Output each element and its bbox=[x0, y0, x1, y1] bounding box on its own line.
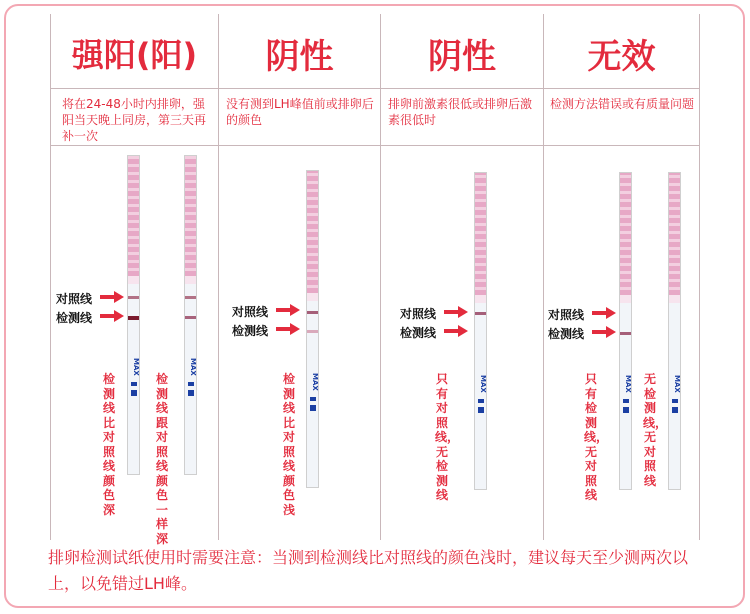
description-divider bbox=[50, 145, 700, 146]
max-marker bbox=[130, 356, 138, 400]
note-negative-none: 只有对照线，无检测线 bbox=[435, 372, 460, 502]
column-title-invalid: 无效 bbox=[587, 36, 656, 77]
column-divider-1 bbox=[218, 14, 219, 540]
note-strong-left: 检测线比对照线颜色深 bbox=[102, 372, 115, 517]
right-arrow-icon bbox=[276, 323, 300, 335]
column-description-invalid: 检测方法错误或有质量问题 bbox=[550, 97, 695, 111]
note-strong-right: 检测线跟对照线颜色一样深 bbox=[155, 372, 168, 546]
test-strip bbox=[619, 172, 632, 490]
note-invalid-right: 无检测线，无对照线 bbox=[643, 372, 668, 488]
max-label: MAX bbox=[311, 373, 319, 391]
control-line bbox=[307, 311, 318, 314]
max-marker bbox=[187, 356, 195, 400]
control-line bbox=[475, 312, 486, 315]
column-divider-3 bbox=[543, 14, 544, 540]
test-strip bbox=[184, 155, 197, 475]
column-title-negative-1: 阴性 bbox=[265, 36, 334, 77]
usage-note: 排卵检测试纸使用时需要注意：当测到检测线比对照线的颜色浅时，建议每天至少测两次以上，以免错过LH峰。 bbox=[48, 548, 689, 593]
test-line-label: 检测线 bbox=[400, 326, 437, 340]
right-arrow-icon bbox=[276, 304, 300, 316]
right-arrow-icon bbox=[100, 310, 124, 322]
test-line bbox=[128, 316, 139, 320]
control-line-label: 对照线 bbox=[232, 305, 269, 319]
max-label: MAX bbox=[132, 358, 140, 376]
test-strip bbox=[668, 172, 681, 490]
max-label: MAX bbox=[624, 375, 632, 393]
column-title-strong-positive: 强阳(阳) bbox=[71, 36, 198, 74]
control-line bbox=[185, 296, 196, 299]
max-marker bbox=[622, 373, 630, 417]
test-line bbox=[307, 330, 318, 333]
test-line-label: 检测线 bbox=[548, 327, 585, 341]
column-description-strong-positive: 将在24-48小时内排卵，强阳当天晚上同房，第三天再补一次 bbox=[62, 97, 207, 143]
control-line bbox=[128, 296, 139, 299]
column-border-left bbox=[50, 14, 51, 540]
control-line-label: 对照线 bbox=[400, 307, 437, 321]
test-line bbox=[185, 316, 196, 319]
test-line-label: 检测线 bbox=[56, 311, 93, 325]
max-label: MAX bbox=[479, 375, 487, 393]
header-divider bbox=[50, 88, 700, 89]
max-marker bbox=[309, 371, 317, 415]
control-line-label: 对照线 bbox=[56, 292, 93, 306]
column-title-negative-2: 阴性 bbox=[428, 36, 496, 77]
test-line-label: 检测线 bbox=[232, 324, 269, 338]
test-strip bbox=[127, 155, 140, 475]
test-line bbox=[620, 332, 631, 335]
results-chart-frame bbox=[4, 4, 745, 608]
max-marker bbox=[671, 373, 679, 417]
right-arrow-icon bbox=[592, 307, 616, 319]
test-strip bbox=[306, 170, 319, 488]
column-border-right bbox=[699, 14, 700, 540]
test-strip bbox=[474, 172, 487, 490]
column-divider-2 bbox=[380, 14, 381, 540]
control-line-label: 对照线 bbox=[548, 308, 585, 322]
right-arrow-icon bbox=[592, 326, 616, 338]
right-arrow-icon bbox=[444, 306, 468, 318]
max-marker bbox=[477, 373, 485, 417]
right-arrow-icon bbox=[100, 291, 124, 303]
max-label: MAX bbox=[189, 358, 197, 376]
note-negative-light: 检测线比对照线颜色浅 bbox=[282, 372, 295, 517]
max-label: MAX bbox=[673, 375, 681, 393]
right-arrow-icon bbox=[444, 325, 468, 337]
column-description-negative-1: 没有测到LH峰值前或排卵后的颜色 bbox=[226, 97, 374, 127]
note-invalid-left: 只有检测线，无对照线 bbox=[584, 372, 609, 502]
column-description-negative-2: 排卵前激素很低或排卵后激素很低时 bbox=[388, 97, 533, 127]
